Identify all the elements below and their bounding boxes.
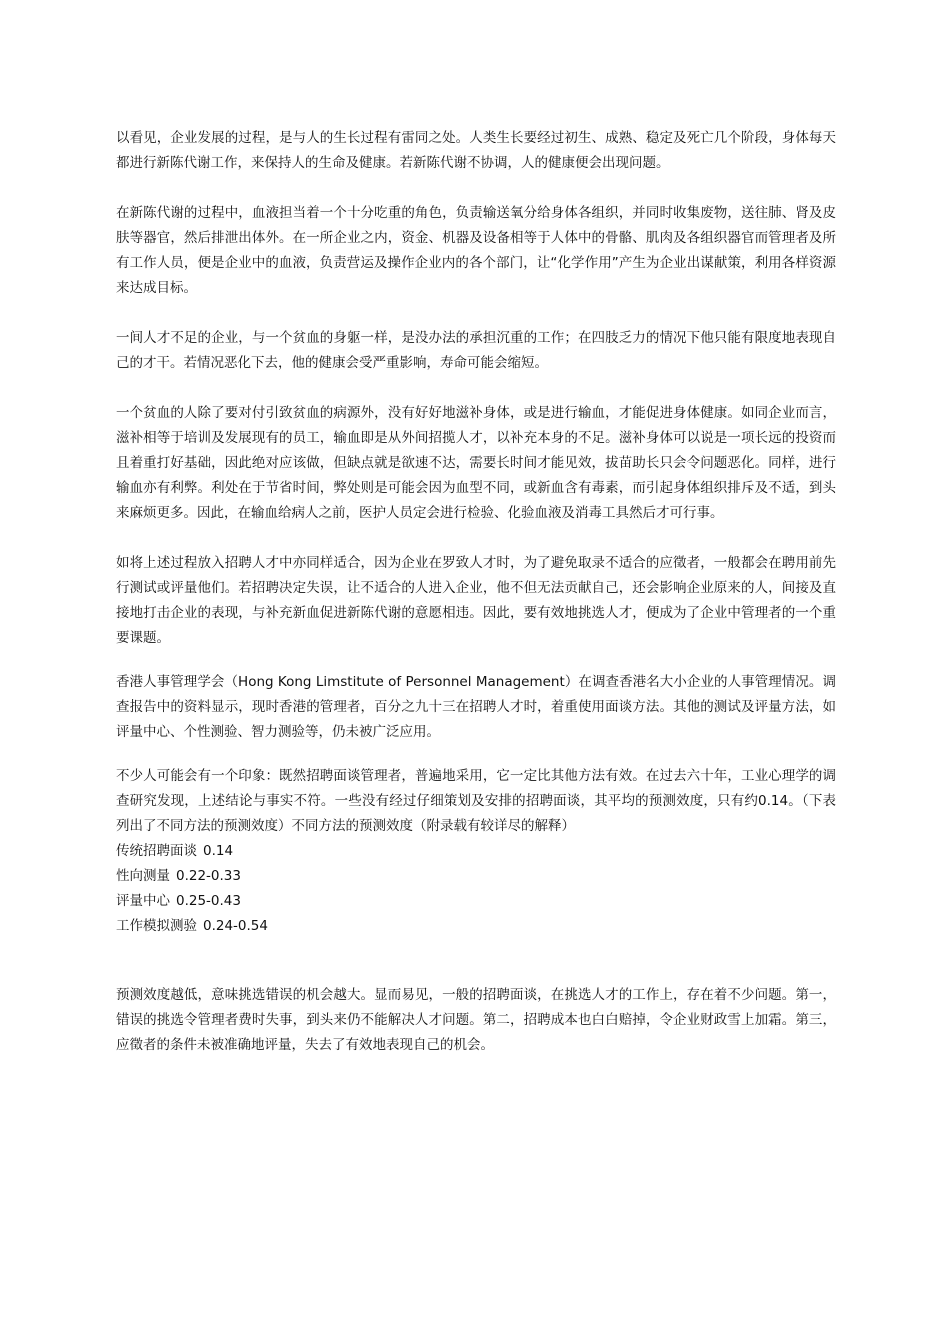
method-name: 评量中心 bbox=[116, 893, 170, 909]
paragraph-blood-role: 在新陈代谢的过程中，血液担当着一个十分吃重的角色，负责输送氧分给身体各组织，并同时收集废物，送往肺、肾及皮肤等器官，然后排泄出体外。在一所企业之内，资金、机器及设备相等于人体中的骨骼、肌肉及各组织器官而管理者及所有工作人员，便是企业中的血液，负责营运及操作企业内的各个部门，让“化学作用”产生为企业出谋献策，利用各样资源来达成目标。 bbox=[116, 205, 836, 296]
document-body bbox=[116, 126, 836, 1058]
method-row bbox=[116, 914, 836, 939]
paragraph-enterprise-growth: 以看见，企业发展的过程，是与人的生长过程有雷同之处。人类生长要经过初生、成熟、稳定及死亡几个阶段，身体每天都进行新陈代谢工作，来保持人的生命及健康。若新陈代谢不协调，人的健康便会出现问题。 bbox=[116, 130, 836, 171]
paragraph-talent-shortage: 一间人才不足的企业，与一个贫血的身躯一样，是没办法的承担沉重的工作；在四肢乏力的情况下他只能有限度地表现自己的才干。若情况恶化下去，他的健康会受严重影响，寿命可能会缩短。 bbox=[116, 330, 836, 371]
method-row bbox=[116, 864, 836, 889]
paragraph-hk-survey: 香港人事管理学会（Hong Kong Limstitute of Personnel Management）在调查香港名大小企业的人事管理情况。调查报告中的资料显示，现时香港的管理者，百分之九十三在招聘人才时，着重使用面谈方法。其他的测试及评量方法，如评量中心、个性测验、智力测验等，仍未被广泛应用。 bbox=[116, 674, 836, 740]
method-row bbox=[116, 889, 836, 914]
method-validity: 0.22-0.33 bbox=[176, 868, 241, 884]
method-name: 传统招聘面谈 bbox=[116, 843, 197, 859]
paragraph-recruitment-selection: 如将上述过程放入招聘人才中亦同样适合，因为企业在罗致人才时，为了避免取录不适合的应徵者，一般都会在聘用前先行测试或评量他们。若招聘决定失误，让不适合的人进入企业，他不但无法贡献自己，还会影响企业原来的人，间接及直接地打击企业的表现，与补充新血促进新陈代谢的意愿相违。因此，要有效地挑选人才，便成为了企业中管理者的一个重要课题。 bbox=[116, 555, 836, 646]
method-name: 工作模拟测验 bbox=[116, 918, 197, 934]
method-row bbox=[116, 839, 836, 864]
method-validity: 0.24-0.54 bbox=[203, 918, 268, 934]
paragraph-interview-validity: 不少人可能会有一个印象：既然招聘面谈管理者，普遍地采用，它一定比其他方法有效。在过去六十年，工业心理学的调查研究发现，上述结论与事实不符。一些没有经过仔细策划及安排的招聘面谈，其平均的预测效度，只有约0.14。（下表列出了不同方法的预测效度）不同方法的预测效度（附录载有较详尽的解释） bbox=[116, 768, 836, 834]
paragraph-transfusion: 一个贫血的人除了要对付引致贫血的病源外，没有好好地滋补身体，或是进行输血，才能促进身体健康。如同企业而言，滋补相等于培训及发展现有的员工，输血即是从外间招揽人才，以补充本身的不足。滋补身体可以说是一项长远的投资而且着重打好基础，因此绝对应该做，但缺点就是欲速不达，需要长时间才能见效，拔苗助长只会令问题恶化。同样，进行输血亦有利弊。利处在于节省时间，弊处则是可能会因为血型不同，或新血含有毒素，而引起身体组织排斥及不适，到头来麻烦更多。因此，在输血给病人之前，医护人员定会进行检验、化验血液及消毒工具然后才可行事。 bbox=[116, 405, 836, 521]
method-validity: 0.25-0.43 bbox=[176, 893, 241, 909]
method-validity: 0.14 bbox=[203, 843, 234, 859]
paragraph-low-validity-problems: 预测效度越低，意味挑选错误的机会越大。显而易见，一般的招聘面谈，在挑选人才的工作上，存在着不少问题。第一，错误的挑选令管理者费时失事，到头来仍不能解决人才问题。第二，招聘成本也白白赔掉，令企业财政雪上加霜。第三，应徵者的条件未被准确地评量，失去了有效地表现自己的机会。 bbox=[116, 987, 836, 1053]
method-name: 性向测量 bbox=[116, 868, 170, 884]
